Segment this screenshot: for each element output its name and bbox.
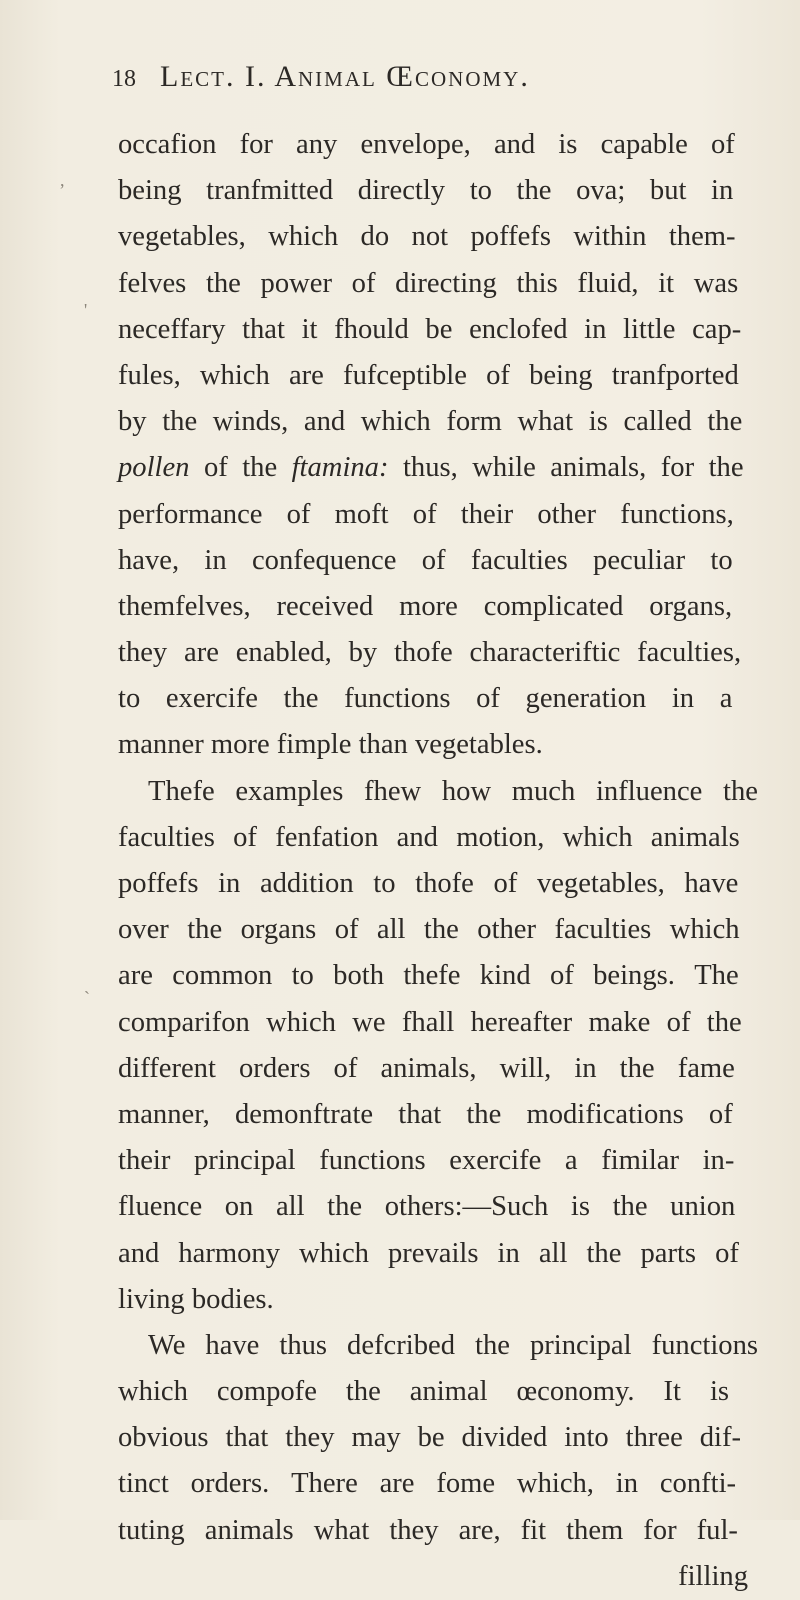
word: in bbox=[204, 544, 227, 576]
word: they bbox=[118, 637, 168, 669]
word: are bbox=[288, 359, 324, 391]
text-line bbox=[118, 907, 758, 953]
word: are, bbox=[458, 1514, 501, 1546]
word: it bbox=[301, 313, 318, 345]
word: they bbox=[285, 1422, 335, 1454]
word: and bbox=[493, 129, 536, 160]
word: and bbox=[396, 821, 438, 853]
word: of bbox=[476, 683, 500, 715]
page-header bbox=[112, 58, 712, 108]
word: œconomy. bbox=[516, 1376, 635, 1408]
word: pollen bbox=[118, 452, 190, 484]
word: animals, bbox=[550, 452, 647, 484]
word: characteriftic bbox=[469, 637, 621, 669]
word: in bbox=[574, 1052, 597, 1084]
word: of bbox=[421, 544, 446, 576]
text-line bbox=[118, 1461, 758, 1507]
word: of bbox=[493, 868, 518, 899]
text-line bbox=[118, 815, 758, 861]
word: harmony bbox=[178, 1237, 280, 1269]
word: form bbox=[446, 406, 502, 438]
word: animals bbox=[204, 1514, 294, 1546]
word: of bbox=[334, 914, 359, 946]
text-line: filling bbox=[678, 1560, 748, 1592]
text-line bbox=[118, 214, 758, 260]
word: a bbox=[719, 683, 733, 715]
word: of bbox=[486, 359, 510, 391]
word: in bbox=[671, 683, 695, 715]
page-number: 18 bbox=[112, 66, 136, 92]
word: fhould bbox=[334, 313, 409, 345]
word: performance bbox=[118, 498, 263, 530]
word: all bbox=[275, 1191, 305, 1223]
word: in- bbox=[702, 1145, 735, 1177]
word: vegetables, bbox=[118, 221, 246, 253]
word: fufceptible bbox=[343, 359, 467, 391]
word: which bbox=[268, 221, 339, 253]
word: the bbox=[707, 406, 743, 438]
text-line bbox=[118, 676, 758, 722]
word: which bbox=[199, 359, 270, 391]
word: It bbox=[663, 1376, 681, 1408]
word: Thefe bbox=[148, 775, 215, 807]
word: generation bbox=[525, 683, 647, 715]
text-line bbox=[118, 261, 758, 307]
word: vegetables, bbox=[536, 868, 665, 899]
word: which, bbox=[516, 1468, 594, 1500]
word: ova; bbox=[576, 175, 626, 207]
word: over bbox=[118, 914, 169, 946]
word: of bbox=[666, 1006, 691, 1038]
word: the bbox=[187, 914, 223, 946]
word: have, bbox=[118, 544, 180, 576]
word: poffefs bbox=[470, 221, 551, 253]
word: the bbox=[327, 1191, 363, 1223]
word: tinct bbox=[118, 1468, 169, 1500]
word: motion, bbox=[456, 821, 545, 853]
word: power bbox=[260, 267, 332, 299]
word: and bbox=[118, 1237, 160, 1269]
word: to bbox=[373, 868, 396, 899]
word: fluid, bbox=[577, 267, 639, 299]
text-line: manner more fimple than vegetables. bbox=[118, 729, 543, 761]
word: exercife bbox=[449, 1145, 542, 1177]
word: to bbox=[710, 544, 733, 576]
word: fhew bbox=[364, 775, 422, 807]
word: by bbox=[118, 406, 147, 438]
word: functions bbox=[651, 1329, 758, 1361]
word: the bbox=[162, 406, 198, 438]
word: animal bbox=[409, 1376, 488, 1408]
word: fimilar bbox=[601, 1145, 680, 1177]
word: union bbox=[670, 1191, 736, 1223]
word: their bbox=[118, 1145, 171, 1177]
word: parts bbox=[640, 1237, 697, 1269]
word: thus, bbox=[402, 452, 458, 484]
word: all bbox=[538, 1237, 568, 1269]
word: The bbox=[694, 960, 739, 992]
word: the bbox=[475, 1329, 510, 1361]
word: that bbox=[242, 313, 285, 345]
text-line bbox=[118, 769, 758, 815]
word: not bbox=[411, 221, 449, 253]
word: is bbox=[570, 1191, 590, 1223]
word: is bbox=[709, 1376, 730, 1408]
word: of bbox=[549, 960, 574, 992]
word: cap- bbox=[692, 313, 742, 345]
text-line bbox=[118, 584, 758, 630]
word: they bbox=[389, 1514, 439, 1546]
word: for bbox=[239, 129, 273, 160]
word: functions, bbox=[620, 498, 734, 530]
text-line bbox=[118, 953, 758, 999]
word: faculties bbox=[118, 821, 215, 853]
word: how bbox=[441, 775, 492, 807]
word: thefe bbox=[403, 960, 461, 992]
word: which bbox=[118, 1376, 188, 1408]
word: are bbox=[118, 960, 153, 992]
word: compofe bbox=[216, 1376, 317, 1408]
word: peculiar bbox=[593, 544, 686, 576]
word: others:—Such bbox=[384, 1191, 549, 1223]
margin-mark: ` bbox=[84, 988, 90, 1008]
word: which bbox=[562, 821, 633, 853]
word: directly bbox=[357, 175, 446, 207]
word: occafion bbox=[118, 129, 217, 160]
word: felves bbox=[118, 267, 187, 299]
word: functions bbox=[319, 1145, 426, 1177]
word: be bbox=[417, 1422, 445, 1454]
word: and bbox=[303, 406, 346, 438]
word: confti- bbox=[659, 1468, 737, 1500]
word: modifications bbox=[526, 1098, 684, 1130]
word: tuting bbox=[118, 1514, 185, 1546]
word: obvious bbox=[118, 1422, 209, 1454]
word: fules, bbox=[118, 359, 181, 391]
word: for bbox=[660, 452, 695, 484]
word: fenfation bbox=[275, 821, 379, 853]
word: orders bbox=[239, 1052, 311, 1084]
word: the bbox=[345, 1376, 381, 1408]
word: it bbox=[658, 267, 675, 299]
word: three bbox=[625, 1422, 683, 1454]
text-line bbox=[118, 861, 758, 907]
word: complicated bbox=[483, 590, 624, 622]
word: fome bbox=[436, 1468, 496, 1500]
word: tranfmitted bbox=[206, 175, 334, 207]
word: have bbox=[205, 1329, 260, 1361]
word: which bbox=[266, 1006, 336, 1038]
word: There bbox=[291, 1468, 358, 1500]
word: a bbox=[564, 1145, 578, 1177]
word: functions bbox=[344, 683, 451, 715]
word: in bbox=[584, 313, 607, 345]
word: animals, bbox=[380, 1052, 477, 1084]
word: in bbox=[711, 175, 734, 207]
word: in bbox=[615, 1468, 639, 1500]
word: dif- bbox=[699, 1422, 742, 1454]
word: enclofed bbox=[469, 313, 568, 345]
word: fhall bbox=[401, 1006, 455, 1038]
word: called bbox=[623, 406, 692, 438]
text-line bbox=[118, 1369, 758, 1415]
word: tranfported bbox=[611, 359, 739, 391]
word: defcribed bbox=[347, 1329, 455, 1361]
word: in bbox=[497, 1237, 520, 1269]
text-line bbox=[118, 1184, 758, 1230]
word: be bbox=[425, 313, 453, 345]
word: ftamina: bbox=[291, 452, 389, 484]
word: for bbox=[643, 1514, 677, 1546]
word: fit bbox=[520, 1514, 547, 1546]
word: their bbox=[460, 498, 514, 530]
word: on bbox=[224, 1191, 254, 1223]
text-line bbox=[118, 353, 758, 399]
word: what bbox=[313, 1514, 370, 1546]
word: exercife bbox=[165, 683, 258, 715]
word: that bbox=[225, 1422, 269, 1454]
word: principal bbox=[529, 1329, 632, 1361]
text-line bbox=[118, 399, 758, 445]
word: thus bbox=[279, 1329, 328, 1361]
word: them- bbox=[668, 221, 736, 253]
word: both bbox=[333, 960, 385, 992]
word: may bbox=[351, 1422, 401, 1454]
word: do bbox=[360, 221, 390, 253]
word: to bbox=[291, 960, 314, 992]
word: other bbox=[477, 914, 537, 946]
word: capable bbox=[600, 129, 688, 160]
word: being bbox=[118, 175, 182, 207]
text-line bbox=[118, 307, 758, 353]
word: which bbox=[360, 406, 431, 438]
text-line bbox=[118, 122, 758, 168]
text-line bbox=[118, 538, 758, 584]
word: of bbox=[351, 267, 376, 299]
word: any bbox=[296, 129, 338, 160]
word: confequence bbox=[251, 544, 397, 576]
word: this bbox=[516, 267, 558, 299]
text-line bbox=[118, 445, 758, 491]
text-line bbox=[118, 492, 758, 538]
text-line bbox=[118, 1000, 758, 1046]
text-line bbox=[118, 1415, 758, 1461]
word: animals bbox=[650, 821, 740, 853]
word: demonftrate bbox=[234, 1098, 374, 1130]
text-line bbox=[118, 1092, 758, 1138]
word: by bbox=[348, 637, 378, 669]
text-line: living bodies. bbox=[118, 1283, 274, 1315]
word: of bbox=[412, 498, 437, 530]
word: faculties bbox=[554, 914, 652, 946]
word: neceffary bbox=[118, 313, 226, 345]
word: beings. bbox=[593, 960, 675, 992]
word: being bbox=[529, 359, 593, 391]
word: faculties, bbox=[637, 637, 742, 669]
word: of bbox=[708, 1098, 733, 1130]
word: kind bbox=[479, 960, 531, 992]
word: ful- bbox=[696, 1514, 738, 1546]
word: are bbox=[184, 637, 219, 669]
word: influence bbox=[595, 775, 703, 807]
word: poffefs bbox=[118, 868, 199, 899]
running-head: Lect. I. Animal Œconomy. bbox=[160, 60, 530, 93]
word: prevails bbox=[387, 1237, 479, 1269]
word: of bbox=[233, 821, 257, 853]
word: the bbox=[466, 1098, 502, 1130]
word: divided bbox=[461, 1422, 548, 1454]
word: which bbox=[299, 1237, 369, 1269]
word: of bbox=[203, 452, 228, 484]
word: what bbox=[517, 406, 574, 438]
word: all bbox=[376, 914, 406, 946]
text-line bbox=[118, 1323, 758, 1369]
word: of bbox=[286, 498, 311, 530]
word: different bbox=[118, 1052, 216, 1084]
word: of bbox=[715, 1237, 739, 1269]
text-line bbox=[118, 1138, 758, 1184]
word: the bbox=[205, 267, 241, 299]
word: in bbox=[218, 868, 241, 899]
text-line bbox=[118, 1508, 758, 1554]
word: make bbox=[588, 1006, 651, 1038]
word: but bbox=[649, 175, 687, 207]
word: while bbox=[472, 452, 536, 484]
text-line bbox=[118, 1046, 758, 1092]
word: directing bbox=[395, 267, 497, 299]
word: enabled, bbox=[235, 637, 332, 669]
word: of bbox=[711, 129, 735, 160]
text-line bbox=[118, 168, 758, 214]
word: envelope, bbox=[360, 129, 471, 160]
word: themfelves, bbox=[118, 590, 251, 622]
word: We bbox=[148, 1329, 186, 1361]
word: are bbox=[379, 1468, 415, 1500]
word: the bbox=[423, 914, 459, 946]
word: winds, bbox=[212, 406, 289, 438]
text-line bbox=[118, 630, 758, 676]
word: the bbox=[586, 1237, 622, 1269]
word: orders. bbox=[190, 1468, 270, 1500]
margin-mark: ' bbox=[84, 300, 88, 320]
word: common bbox=[172, 960, 273, 992]
word: more bbox=[399, 590, 458, 622]
word: is bbox=[588, 406, 608, 438]
word: of bbox=[333, 1052, 358, 1084]
word: the bbox=[242, 452, 278, 484]
word: faculties bbox=[470, 544, 568, 576]
word: the bbox=[516, 175, 552, 207]
word: manner, bbox=[118, 1098, 210, 1130]
word: was bbox=[693, 267, 739, 299]
word: which bbox=[669, 914, 740, 946]
word: we bbox=[352, 1006, 386, 1038]
word: thofe bbox=[393, 637, 453, 669]
word: the bbox=[723, 775, 758, 807]
word: fame bbox=[677, 1052, 735, 1084]
word: other bbox=[537, 498, 597, 530]
word: is bbox=[558, 129, 578, 160]
word: comparifon bbox=[118, 1006, 250, 1038]
word: them bbox=[566, 1514, 624, 1546]
word: organs, bbox=[649, 590, 733, 622]
word: hereafter bbox=[470, 1006, 573, 1038]
word: organs bbox=[240, 914, 317, 946]
word: principal bbox=[194, 1145, 296, 1177]
word: thofe bbox=[415, 868, 474, 899]
margin-mark: , bbox=[60, 170, 65, 190]
word: received bbox=[276, 590, 374, 622]
word: to bbox=[469, 175, 492, 207]
word: within bbox=[573, 221, 647, 253]
word: have bbox=[684, 868, 739, 899]
word: the bbox=[283, 683, 319, 715]
word: that bbox=[398, 1098, 442, 1130]
word: addition bbox=[259, 868, 354, 899]
word: the bbox=[619, 1052, 655, 1084]
word: will, bbox=[499, 1052, 552, 1084]
word: the bbox=[612, 1191, 648, 1223]
word: little bbox=[623, 313, 676, 345]
word: to bbox=[118, 683, 141, 715]
word: the bbox=[708, 452, 744, 484]
word: fluence bbox=[118, 1191, 203, 1223]
word: examples bbox=[235, 775, 344, 807]
text-line bbox=[118, 1231, 758, 1277]
word: the bbox=[706, 1006, 742, 1038]
word: much bbox=[511, 775, 576, 807]
body-text bbox=[118, 122, 758, 1600]
word: into bbox=[564, 1422, 609, 1454]
word: moft bbox=[334, 498, 389, 530]
